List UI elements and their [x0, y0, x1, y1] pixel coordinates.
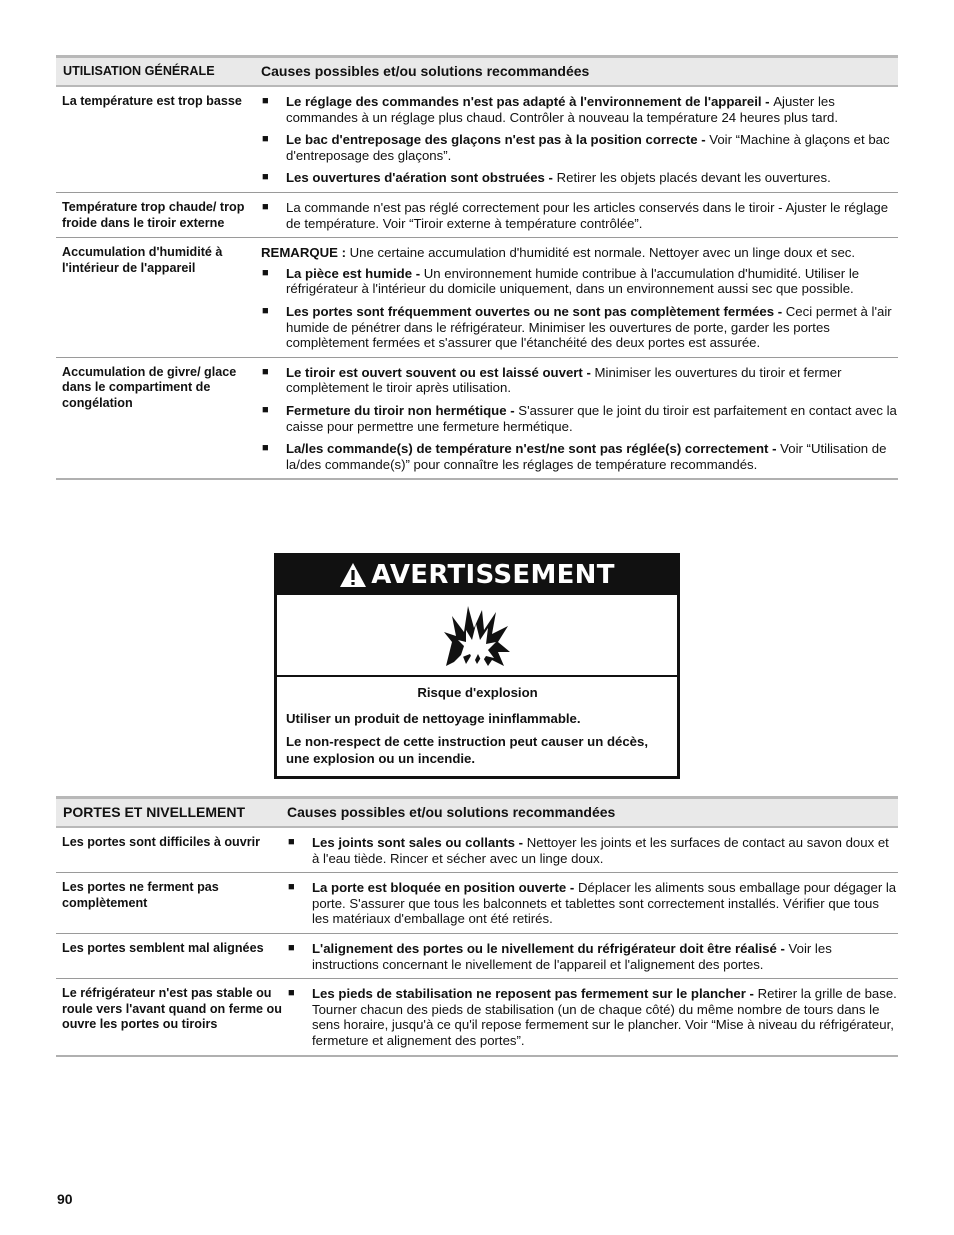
problem-label: Accumulation d'humidité à l'intérieur de l'appareil [62, 245, 223, 275]
hazard-title: Risque d'explosion [417, 685, 538, 700]
header-solution-column: Causes possibles et/ou solutions recommandées [287, 803, 616, 820]
bullet-square-icon: ■ [262, 200, 269, 213]
problem-label: Les portes ne ferment pas complètement [62, 880, 219, 910]
list-item: ■ L'alignement des portes ou le nivellement du réfrigérateur doit être réalisé - Voir les instructions concernant le nivellement de l'appareil et l'alignement des portes. [288, 940, 832, 972]
list-item: ■ La commande n'est pas réglé correctement pour les articles conservés dans le tiroir - Ajuster le réglage de température. Voir “Tiroir externe à température contrôlée”. [262, 199, 889, 231]
header-problem-column: PORTES ET NIVELLEMENT [63, 803, 246, 820]
warning-box [274, 553, 680, 779]
solutions-list [261, 94, 898, 186]
note-text: REMARQUE : Une certaine accumulation d'humidité est normale. Nettoyer avec un linge doux et sec. [261, 245, 856, 261]
problem-label: Les portes semblent mal alignées [62, 940, 264, 955]
solutions-list [287, 880, 898, 927]
list-item: ■ Les joints sont sales ou collants - Nettoyer les joints et les surfaces de contact au savon doux et à l'eau tiède. Rincer et sécher avec un linge doux. [288, 835, 889, 866]
bullet-square-icon: ■ [262, 365, 269, 378]
problem-label: La température est trop basse [62, 94, 242, 108]
solutions-list [261, 200, 898, 231]
bullet-square-icon: ■ [262, 442, 269, 455]
list-item: ■ Fermeture du tiroir non hermétique - S'assurer que le joint du tiroir est parfaitement en contact avec la caisse pour permettre une fermeture hermétique. [262, 402, 897, 434]
solutions-list [261, 365, 898, 473]
list-item: ■ Le réglage des commandes n'est pas adapté à l'environnement de l'appareil - Ajuster les commandes à un réglage plus chaud. Contrôler à nouveau la température 24 heures plus tard. [262, 94, 839, 125]
warning-instruction: Utiliser un produit de nettoyage ininflammable. [286, 710, 581, 726]
warning-consequence: Le non-respect de cette instruction peut causer un décès, une explosion ou un incendie. [286, 734, 649, 766]
list-item: ■ Les pieds de stabilisation ne reposent pas fermement sur le plancher - Retirer la grille de base. Tourner chacun des pieds de stabilisation (un de chaque côté) du même nombre de tours dans le sens horaire, jusqu'à ce qu'il repose fermement sur le plancher. Voir “Mise à niveau du réfrigérateur, fermeture et alignement des portes”. [288, 986, 897, 1048]
list-item: ■ Les ouvertures d'aération sont obstruées - Retirer les objets placés devant les ouvertures. [262, 170, 831, 186]
bullet-square-icon: ■ [288, 881, 295, 894]
list-item: ■ Le bac d'entreposage des glaçons n'est pas à la position correcte - Voir “Machine à glaçons et bac d'entreposage des glaçons”. [262, 132, 890, 163]
warning-title: AVERTISSEMENT [371, 559, 615, 590]
problem-label: Les portes sont difficiles à ouvrir [62, 835, 261, 849]
list-item: ■ Les portes sont fréquemment ouvertes ou ne sont pas complètement fermées - Ceci permet à l'air humide de pénétrer dans le réfrigérateur. Minimiser les ouvertures de porte, garder les portes complètement fermées et s'assurer que l'étanchéité des deux portes est assurée. [262, 303, 892, 351]
list-item: ■ La/les commande(s) de température n'est/ne sont pas réglée(s) correctement - Voir “Utilisation de la/des commande(s)” pour connaître les réglages de température recommandés. [262, 441, 887, 472]
header-solution-column: Causes possibles et/ou solutions recommandées [261, 62, 590, 79]
solutions-list [287, 941, 898, 972]
page-number: 90 [57, 1191, 73, 1207]
table-header [56, 799, 898, 828]
problem-label: Température trop chaude/ trop froide dans le tiroir externe [62, 199, 245, 230]
bullet-square-icon: ■ [288, 836, 295, 848]
troubleshooting-table-doors-leveling [56, 796, 898, 1057]
table-row [56, 238, 898, 358]
warning-symbol-area [277, 593, 677, 677]
bullet-square-icon: ■ [262, 171, 269, 184]
bullet-square-icon: ■ [288, 987, 295, 1000]
bullet-square-icon: ■ [262, 266, 269, 279]
warning-body [277, 677, 677, 767]
list-item: ■ Le tiroir est ouvert souvent ou est laissé ouvert - Minimiser les ouvertures du tiroir et fermer complètement le tiroir après utilisation. [262, 364, 842, 396]
problem-label: Accumulation de givre/ glace dans le compartiment de congélation [62, 364, 237, 410]
header-problem-column: UTILISATION GÉNÉRALE [63, 63, 215, 78]
table-row [56, 979, 898, 1054]
list-item: ■ La pièce est humide - Un environnement humide contribue à l'accumulation d'humidité. Utiliser le réfrigérateur à l'intérieur du domicile uniquement, dans un environnement aussi sec que possible. [262, 265, 860, 297]
table-row [56, 193, 898, 238]
warning-triangle-icon [339, 562, 367, 588]
table-row [56, 87, 898, 193]
explosion-icon [442, 602, 512, 668]
solutions-list [287, 835, 898, 866]
list-item: ■ La porte est bloquée en position ouverte - Déplacer les aliments sous emballage pour dégager la porte. S'assurer que tous les balconnets et tablettes sont correctement installés. Vérifier que tous les matériaux d'emballage ont été retirés. [288, 880, 897, 927]
bullet-square-icon: ■ [262, 403, 269, 416]
table-row [56, 828, 898, 873]
table-row [56, 873, 898, 934]
bullet-square-icon: ■ [262, 133, 269, 146]
troubleshooting-table-general-use [56, 55, 898, 480]
problem-label: Le réfrigérateur n'est pas stable ou roule vers l'avant quand on ferme ou ouvre les portes ou tiroirs [62, 986, 282, 1032]
solutions-list [287, 986, 898, 1048]
table-header [56, 58, 898, 87]
solutions-list [261, 245, 898, 351]
bullet-square-icon: ■ [288, 941, 295, 954]
bullet-square-icon: ■ [262, 304, 269, 317]
warning-header [277, 556, 677, 593]
table-row [56, 358, 898, 479]
bullet-square-icon: ■ [262, 95, 269, 107]
table-row [56, 934, 898, 979]
